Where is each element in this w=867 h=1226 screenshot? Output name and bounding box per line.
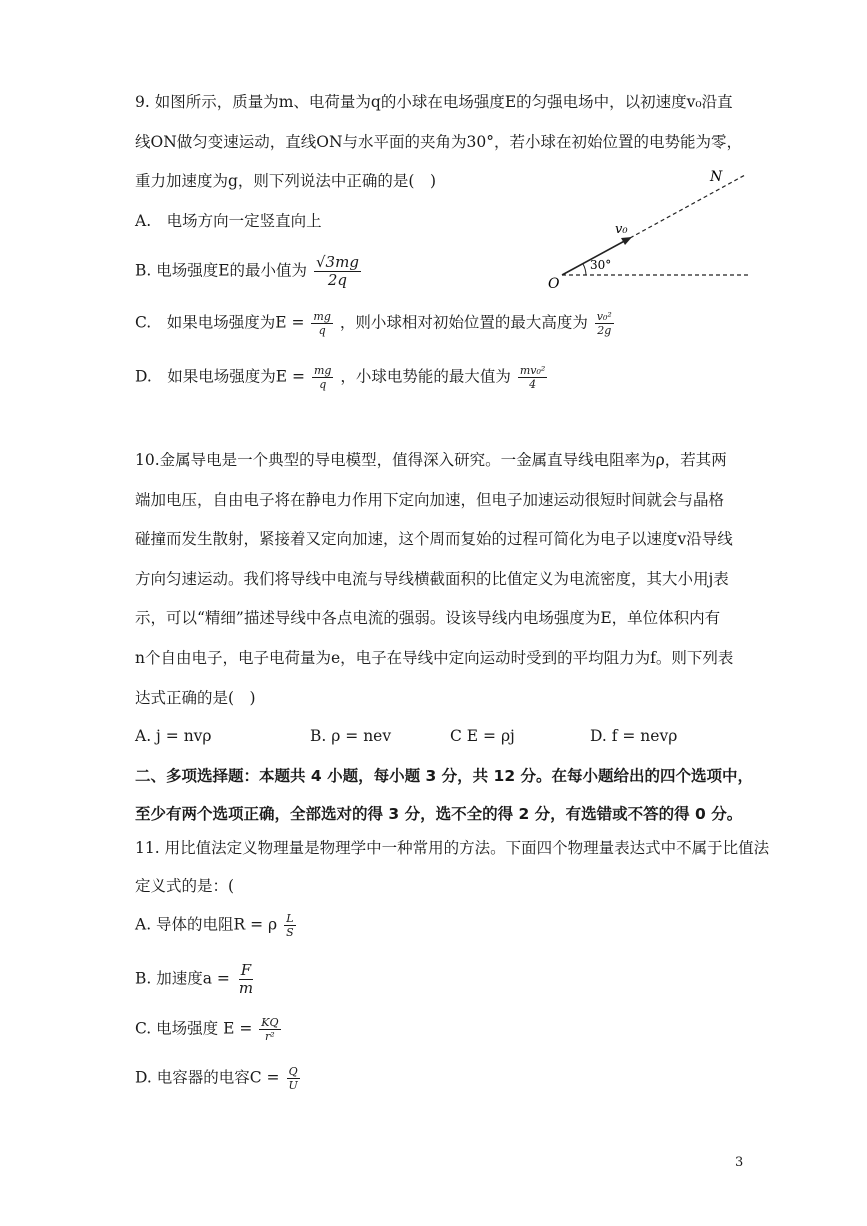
- q9-option-b: [135, 254, 363, 289]
- q11-option-a: [135, 912, 298, 939]
- q9-line2: 线ON做匀变速运动，直线ON与水平面的夹角为30°，若小球在初始位置的电势能为零，: [135, 133, 743, 151]
- section2-line2: 至少有两个选项正确，全部选对的得 3 分，选不全的得 2 分，有选错或不答的得 0 分。: [135, 805, 743, 823]
- fraction-numerator: mg: [313, 310, 331, 323]
- fraction-numerator: Q: [288, 1065, 298, 1078]
- q10-option-a: A. j = nvρ: [135, 727, 212, 745]
- q11-option-c-fraction: [259, 1016, 280, 1043]
- label-angle: 30°: [590, 258, 612, 272]
- q9-line1: 9. 如图所示，质量为m、电荷量为q的小球在电场强度E的匀强电场中，以初速度v₀沿直: [135, 93, 733, 111]
- q10-line1: 10.金属导电是一个典型的导电模型，值得深入研究。一金属直导线电阻率为ρ，若其两: [135, 451, 727, 469]
- q11-option-a-fraction: [284, 912, 296, 939]
- q9-option-d-text: D. 如果电场强度为E =: [135, 367, 306, 386]
- q9-option-b-fraction: [314, 254, 361, 289]
- q10-line6: n个自由电子，电子电荷量为e，电子在导线中定向运动时受到的平均阻力为f。则下列表: [135, 649, 734, 667]
- q9-option-c-text: C. 如果电场强度为E =: [135, 313, 305, 332]
- line-on-dashed: [630, 175, 745, 238]
- angle-arc: [583, 264, 586, 275]
- section2-line1: 二、多项选择题：本题共 4 小题，每小题 3 分，共 12 分。在每小题给出的四个选项中，: [135, 767, 754, 785]
- q9-option-a: A. 电场方向一定竖直向上: [135, 212, 322, 230]
- q9-option-c-fraction-2: [595, 310, 614, 337]
- label-o: O: [548, 276, 560, 290]
- q11-line2: 定义式的是：(: [135, 877, 235, 895]
- fraction-denominator: q: [318, 324, 326, 337]
- fraction-numerator: mv₀²: [519, 364, 546, 377]
- fraction-numerator: v₀²: [596, 310, 612, 323]
- q9-option-c: [135, 310, 616, 337]
- q11-option-c: [135, 1016, 283, 1043]
- q9-option-d-fraction-2: [518, 364, 547, 391]
- q11-option-d-fraction: [286, 1065, 299, 1092]
- q9-line3: 重力加速度为g，则下列说法中正确的是( ): [135, 172, 437, 190]
- q10-line7: 达式正确的是( ): [135, 689, 256, 707]
- q9-option-b-text: B. 电场强度E的最小值为: [135, 261, 308, 280]
- fraction-numerator: KQ: [261, 1016, 279, 1029]
- fraction-numerator: mg: [313, 364, 332, 377]
- fraction-denominator: 2q: [327, 271, 348, 289]
- q11-option-d: [135, 1065, 302, 1092]
- q10-line4: 方向匀速运动。我们将导线中电流与导线横截面积的比值定义为电流密度，其大小用j表: [135, 570, 729, 588]
- q10-option-c: C E = ρj: [450, 727, 515, 745]
- fraction-denominator: q: [319, 378, 327, 391]
- q11-option-b-text: B. 加速度a =: [135, 969, 230, 988]
- fraction-denominator: U: [288, 1079, 298, 1092]
- q11-option-b: [135, 962, 257, 997]
- fraction-denominator: r²: [265, 1030, 275, 1043]
- q9-option-c-text-2: ，则小球相对初始位置的最大高度为: [339, 313, 588, 332]
- fraction-numerator: √3mg: [316, 253, 359, 271]
- q11-option-c-text: C. 电场强度 E =: [135, 1019, 253, 1038]
- fraction-numerator: F: [240, 961, 252, 979]
- fraction-denominator: 2g: [597, 324, 612, 337]
- q11-option-b-fraction: [237, 962, 255, 997]
- q9-option-d-fraction-1: [312, 364, 333, 391]
- fraction-numerator: L: [286, 912, 294, 925]
- q10-line2: 端加电压，自由电子将在静电力作用下定向加速，但电子加速运动很短时间就会与晶格: [135, 491, 725, 509]
- q10-line3: 碰撞而发生散射，紧接着又定向加速，这个周而复始的过程可简化为电子以速度v沿导线: [135, 530, 733, 548]
- q11-option-a-text: A. 导体的电阻R = ρ: [135, 915, 278, 934]
- page-number: 3: [735, 1155, 744, 1170]
- label-v0: v₀: [615, 222, 628, 237]
- q9-option-d-text-2: ，小球电势能的最大值为: [340, 367, 511, 386]
- q10-line5: 示，可以“精细”描述导线中各点电流的强弱。设该导线内电场强度为E，单位体积内有: [135, 609, 721, 627]
- q9-option-d: [135, 364, 549, 391]
- q11-line1: 11. 用比值法定义物理量是物理学中一种常用的方法。下面四个物理量表达式中不属于比值法: [135, 839, 770, 857]
- fraction-denominator: S: [286, 926, 294, 939]
- q10-option-d: D. f = nevρ: [590, 727, 678, 745]
- q9-option-c-fraction-1: [311, 310, 332, 337]
- q11-option-d-text: D. 电容器的电容C =: [135, 1068, 280, 1087]
- fraction-denominator: 4: [529, 378, 537, 391]
- q9-figure: [540, 165, 755, 290]
- label-n: N: [710, 169, 723, 185]
- q10-option-b: B. ρ = nev: [310, 727, 392, 745]
- fraction-denominator: m: [238, 979, 254, 997]
